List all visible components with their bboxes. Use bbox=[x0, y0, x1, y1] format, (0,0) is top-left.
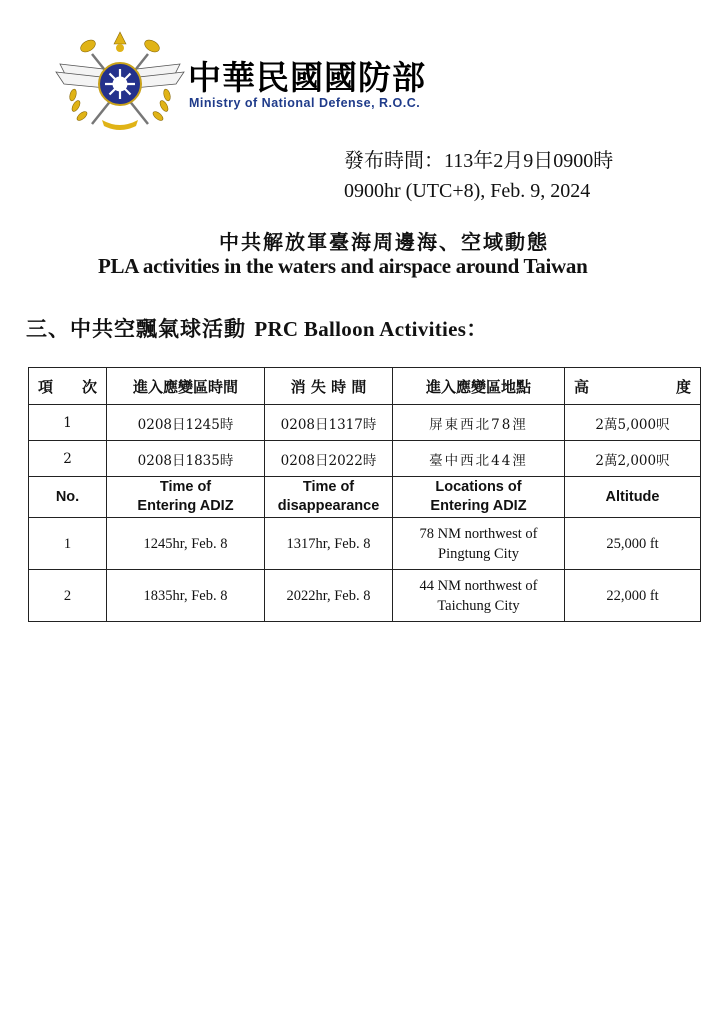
cell-altitude: 2萬2,000呎 bbox=[565, 441, 701, 477]
cell-number: 1 bbox=[29, 405, 107, 441]
cell-number: 1 bbox=[29, 518, 107, 570]
cell-altitude: 22,000 ft bbox=[565, 570, 701, 622]
header-time-of-disappearance: Time of disappearance bbox=[265, 477, 393, 518]
cell-location: 78 NM northwest of Pingtung City bbox=[393, 518, 565, 570]
cell-altitude: 2萬5,000呎 bbox=[565, 405, 701, 441]
header-time-of-entering: Time of Entering ADIZ bbox=[107, 477, 265, 518]
cell-location: 臺中西北44浬 bbox=[393, 441, 565, 477]
header-no: No. bbox=[29, 477, 107, 518]
header-locations: Locations of Entering ADIZ bbox=[393, 477, 565, 518]
cell-number: 2 bbox=[29, 570, 107, 622]
header-altitude: 高 度 bbox=[565, 368, 701, 405]
balloon-activity-table bbox=[28, 367, 701, 622]
release-time-english: 0900hr (UTC+8), Feb. 9, 2024 bbox=[344, 180, 591, 202]
cell-entry-time: 0208日1245時 bbox=[107, 405, 265, 441]
cell-disappear-time: 0208日2022時 bbox=[265, 441, 393, 477]
table-header-row-chinese bbox=[29, 368, 701, 405]
cell-altitude: 25,000 ft bbox=[565, 518, 701, 570]
cell-disappear-time: 1317hr, Feb. 8 bbox=[265, 518, 393, 570]
header-location: 進入應變區地點 bbox=[393, 368, 565, 405]
table-row bbox=[29, 405, 701, 441]
ministry-emblem-icon bbox=[52, 24, 188, 134]
cell-entry-time: 1245hr, Feb. 8 bbox=[107, 518, 265, 570]
section-heading-chinese: 三、中共空飄氣球活動 bbox=[26, 317, 255, 341]
header-entry-time: 進入應變區時間 bbox=[107, 368, 265, 405]
cell-location: 屏東西北78浬 bbox=[393, 405, 565, 441]
table-header-row-english bbox=[29, 477, 701, 518]
cell-entry-time: 0208日1835時 bbox=[107, 441, 265, 477]
table-row bbox=[29, 441, 701, 477]
table-row bbox=[29, 518, 701, 570]
cell-number: 2 bbox=[29, 441, 107, 477]
cell-disappear-time: 0208日1317時 bbox=[265, 405, 393, 441]
section-heading-colon: ： bbox=[466, 317, 489, 341]
section-heading bbox=[26, 313, 488, 343]
ministry-name-chinese: 中華民國國防部 bbox=[188, 58, 426, 97]
cell-disappear-time: 2022hr, Feb. 8 bbox=[265, 570, 393, 622]
cell-location: 44 NM northwest of Taichung City bbox=[393, 570, 565, 622]
header-altitude-en: Altitude bbox=[565, 477, 701, 518]
ministry-name-english: Ministry of National Defense, R.O.C. bbox=[189, 96, 421, 110]
release-time-chinese: 發布時間：113年2月9日0900時 bbox=[344, 150, 614, 172]
table-row bbox=[29, 570, 701, 622]
cell-entry-time: 1835hr, Feb. 8 bbox=[107, 570, 265, 622]
section-heading-english: PRC Balloon Activities bbox=[254, 317, 467, 341]
header-item-number: 項 次 bbox=[29, 368, 107, 405]
header-disappear-time: 消 失 時 間 bbox=[265, 368, 393, 405]
report-title-chinese: 中共解放軍臺海周邊海、空域動態 bbox=[219, 230, 549, 254]
release-time bbox=[344, 146, 613, 206]
report-title-english: PLA activities in the waters and airspace around Taiwan bbox=[98, 254, 588, 278]
